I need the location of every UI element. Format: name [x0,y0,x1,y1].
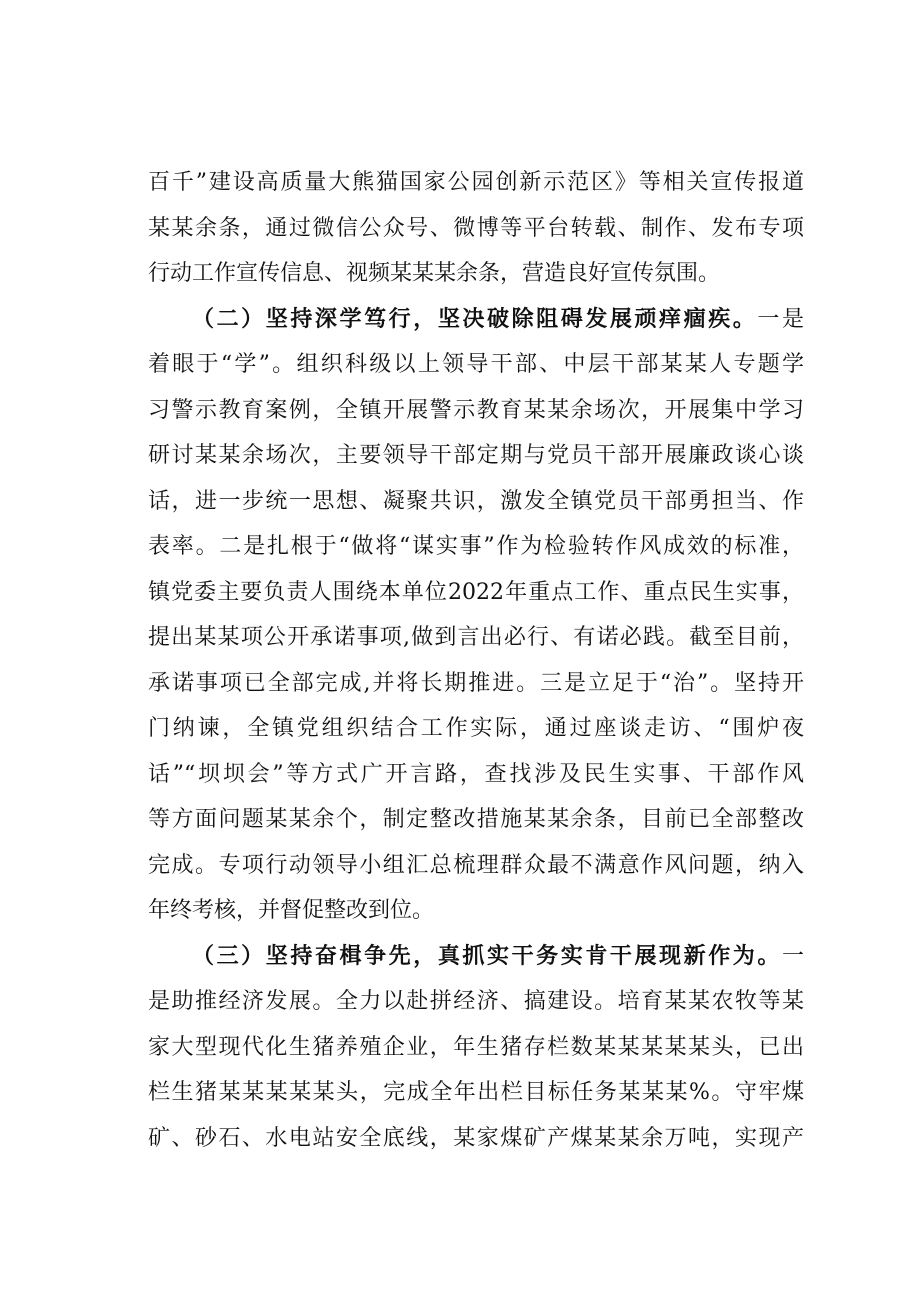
text-line: 研讨某某余场次，主要领导干部定期与党员干部开展廉政谈心谈 [148,443,804,468]
text-line: 话，进一步统一思想、凝聚共识，激发全镇党员干部勇担当、作 [148,488,804,514]
text-line: 提出某某项公开承诺事项,做到言出必行、有诺必践。截至目前， [148,625,804,650]
text-line: 承诺事项已全部完成,并将长期推进。三是立足于“治”。坚持开 [148,670,804,696]
text-run: 一是 [757,306,804,332]
text-line: 等方面问题某某余个，制定整改措施某某余条，目前已全部整改 [148,807,804,832]
text-line: 镇党委主要负责人围绕本单位2022年重点工作、重点民生实事， [148,579,804,605]
text-line: 习警示教育案例，全镇开展警示教育某某余场次，开展集中学习 [148,397,804,423]
section-heading: （二）坚持深学笃行，坚决破除阻碍发展顽痒痼疾。 [192,305,758,332]
text-line: 行动工作宣传信息、视频某某某余条，营造良好宣传氛围。 [148,261,721,286]
document-body [148,160,804,1161]
text-line: 话”“坝坝会”等方式广开言路，查找涉及民生实事、干部作风 [148,761,804,787]
paragraph-first-line [148,297,804,343]
text-run: 一 [781,943,804,969]
text-line: 门纳谏，全镇党组织结合工作实际，通过座谈走访、“围炉夜 [148,716,804,741]
text-line: 百千”建设高质量大熊猫国家公园创新示范区》等相关宣传报道 [148,170,804,195]
text-line: 年终考核，并督促整改到位。 [148,898,435,923]
text-line: 着眼于“学”。组织科级以上领导干部、中层干部某某人专题学 [148,352,804,377]
section-heading: （三）坚持奋楫争先，真抓实干务实肯干展现新作为。 [192,942,782,969]
text-line: 完成。专项行动领导小组汇总梳理群众最不满意作风问题，纳入 [148,852,804,878]
text-line: 栏生猪某某某某某头，完成全年出栏目标任务某某某%。守牢煤 [148,1080,804,1105]
text-line: 家大型现代化生猪养殖企业，年生猪存栏数某某某某某头，已出 [148,1034,804,1060]
text-line: 矿、砂石、水电站安全底线，某家煤矿产煤某某余万吨，实现产 [148,1125,804,1151]
text-line: 表率。二是扎根于“做将“谋实事”作为检验转作风成效的标准， [148,534,804,559]
paragraph-first-line [148,934,804,980]
text-line: 是助推经济发展。全力以赴拼经济、搞建设。培育某某农牧等某 [148,989,804,1014]
text-line: 某某余条，通过微信公众号、微博等平台转载、制作、发布专项 [148,215,804,241]
